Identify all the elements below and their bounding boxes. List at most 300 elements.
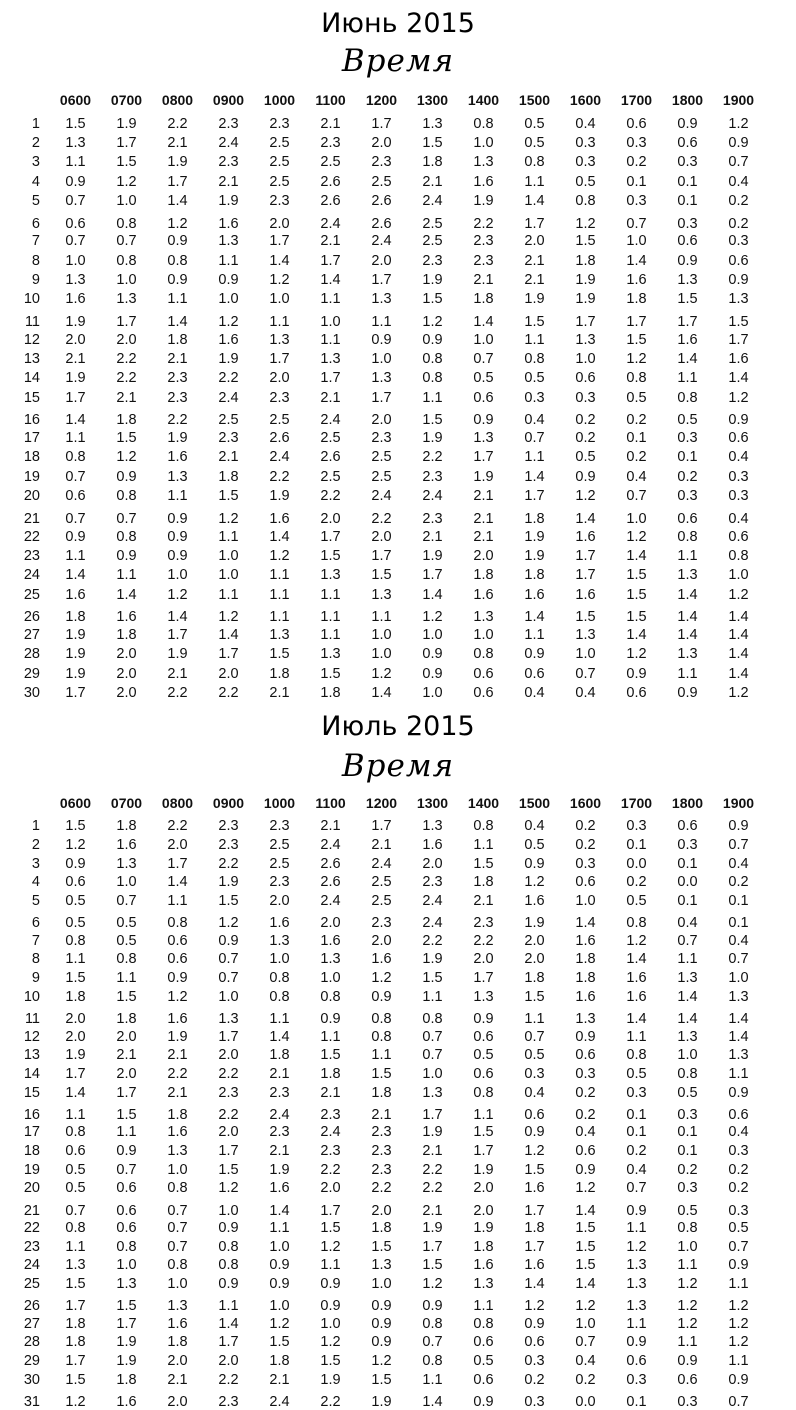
tide-value: 1.4 xyxy=(269,528,290,545)
tide-value: 0.5 xyxy=(473,1353,494,1370)
tide-value: 0.4 xyxy=(524,412,545,429)
tide-value: 2.0 xyxy=(116,646,137,663)
tide-value: 2.2 xyxy=(218,370,239,387)
tide-value: 1.1 xyxy=(218,1298,239,1315)
table-row xyxy=(0,388,764,407)
tide-value: 0.5 xyxy=(575,173,596,190)
day-column-header xyxy=(0,86,50,114)
tide-value: 2.1 xyxy=(218,173,239,190)
tide-value: 2.1 xyxy=(473,510,494,527)
tide-value: 1.2 xyxy=(524,1142,545,1159)
tide-value: 0.5 xyxy=(677,1202,698,1219)
tide-value: 0.3 xyxy=(524,1065,545,1082)
tide-value: 2.3 xyxy=(371,1142,392,1159)
tide-value: 1.3 xyxy=(218,1011,239,1028)
tide-value: 2.2 xyxy=(269,468,290,485)
tide-value: 1.2 xyxy=(626,528,647,545)
tide-value: 2.0 xyxy=(473,1180,494,1197)
tide-value: 2.4 xyxy=(371,855,392,872)
hour-header: 0800 xyxy=(161,92,194,108)
tide-value: 1.1 xyxy=(320,331,341,348)
tide-value: 1.4 xyxy=(269,1202,290,1219)
tide-value: 1.9 xyxy=(65,665,86,682)
hour-header: 1200 xyxy=(365,92,398,108)
hour-header: 1300 xyxy=(416,795,449,811)
tide-value: 0.9 xyxy=(524,855,545,872)
tide-value: 0.3 xyxy=(626,1084,647,1101)
tide-value: 1.1 xyxy=(473,1106,494,1123)
tide-value: 2.1 xyxy=(524,252,545,269)
tide-value: 1.5 xyxy=(320,1353,341,1370)
tide-value: 2.1 xyxy=(473,488,494,505)
tide-value: 0.6 xyxy=(473,1371,494,1388)
tide-value: 1.5 xyxy=(575,609,596,626)
table-row xyxy=(0,232,764,251)
tide-value: 1.3 xyxy=(65,272,86,289)
tide-value: 0.6 xyxy=(728,430,749,447)
tide-value: 0.9 xyxy=(575,1161,596,1178)
tide-value: 2.4 xyxy=(218,135,239,152)
tide-value: 1.3 xyxy=(422,1084,443,1101)
table-row xyxy=(0,910,764,931)
tide-value: 2.0 xyxy=(116,1065,137,1082)
tide-value: 1.4 xyxy=(728,1028,749,1045)
tide-value: 0.7 xyxy=(728,837,749,854)
tide-value: 0.7 xyxy=(728,1394,749,1410)
tide-value: 0.7 xyxy=(728,951,749,968)
tide-value: 1.3 xyxy=(371,1257,392,1274)
tide-value: 1.8 xyxy=(65,1334,86,1351)
tide-value: 0.4 xyxy=(728,1124,749,1141)
tide-value: 1.3 xyxy=(320,351,341,368)
tide-value: 2.5 xyxy=(371,449,392,466)
tide-value: 1.4 xyxy=(524,1276,545,1293)
tide-value: 0.9 xyxy=(167,272,188,289)
tide-value: 0.1 xyxy=(728,915,749,932)
tide-value: 0.2 xyxy=(677,1161,698,1178)
tide-value: 2.1 xyxy=(167,1084,188,1101)
tide-value: 1.3 xyxy=(167,468,188,485)
day-number: 14 xyxy=(23,370,40,387)
day-number: 13 xyxy=(23,351,40,368)
tide-value: 1.5 xyxy=(320,547,341,564)
tide-value: 0.8 xyxy=(473,1315,494,1332)
tide-value: 1.6 xyxy=(422,837,443,854)
tide-value: 1.5 xyxy=(422,135,443,152)
tide-value: 1.3 xyxy=(575,331,596,348)
hour-header: 1100 xyxy=(315,92,346,108)
tide-value: 0.5 xyxy=(626,893,647,910)
tide-value: 0.1 xyxy=(626,1124,647,1141)
tide-value: 2.5 xyxy=(371,893,392,910)
tide-value: 2.0 xyxy=(116,665,137,682)
tide-value: 2.1 xyxy=(116,389,137,406)
tide-value: 1.3 xyxy=(116,855,137,872)
tide-value: 1.9 xyxy=(422,547,443,564)
tide-value: 2.1 xyxy=(371,1106,392,1123)
tide-value: 1.5 xyxy=(116,430,137,447)
tide-value: 1.3 xyxy=(677,272,698,289)
tide-value: 1.3 xyxy=(371,370,392,387)
tide-value: 1.1 xyxy=(116,1124,137,1141)
table-row xyxy=(0,1389,764,1410)
tide-value: 1.2 xyxy=(728,1315,749,1332)
day-number: 17 xyxy=(23,430,40,447)
tide-value: 1.9 xyxy=(269,488,290,505)
day-number: 28 xyxy=(23,1334,40,1351)
tide-value: 1.0 xyxy=(422,684,443,701)
tide-value: 1.7 xyxy=(218,1028,239,1045)
tide-value: 1.8 xyxy=(371,1220,392,1237)
tide-value: 2.0 xyxy=(65,1011,86,1028)
tide-value: 1.0 xyxy=(218,291,239,308)
tide-value: 1.0 xyxy=(116,1257,137,1274)
tide-value: 2.1 xyxy=(218,449,239,466)
tide-value: 1.2 xyxy=(116,449,137,466)
tide-value: 1.5 xyxy=(422,1257,443,1274)
tide-value: 2.0 xyxy=(65,331,86,348)
tide-value: 0.4 xyxy=(728,932,749,949)
day-number: 15 xyxy=(23,389,40,406)
tide-value: 1.9 xyxy=(65,646,86,663)
tide-value: 1.8 xyxy=(320,1065,341,1082)
tide-value: 1.1 xyxy=(677,665,698,682)
tide-value: 1.4 xyxy=(575,1276,596,1293)
tide-value: 0.3 xyxy=(524,389,545,406)
tide-value: 2.1 xyxy=(320,1084,341,1101)
tide-value: 0.9 xyxy=(728,1084,749,1101)
tide-value: 0.8 xyxy=(677,1220,698,1237)
tide-value: 0.7 xyxy=(65,510,86,527)
tide-value: 0.7 xyxy=(167,1238,188,1255)
tide-value: 1.1 xyxy=(677,547,698,564)
tide-value: 1.0 xyxy=(320,314,341,331)
tide-value: 0.8 xyxy=(728,547,749,564)
tide-value: 1.7 xyxy=(65,1298,86,1315)
tide-value: 1.1 xyxy=(524,173,545,190)
day-number: 23 xyxy=(23,547,40,564)
tide-value: 1.2 xyxy=(218,314,239,331)
tide-value: 0.8 xyxy=(473,115,494,132)
tide-value: 0.9 xyxy=(371,1298,392,1315)
tide-value: 1.7 xyxy=(371,818,392,835)
tide-value: 1.4 xyxy=(728,626,749,643)
tide-value: 1.5 xyxy=(320,1220,341,1237)
tide-value: 2.0 xyxy=(371,135,392,152)
tide-value: 0.6 xyxy=(65,1142,86,1159)
tide-value: 1.6 xyxy=(167,1011,188,1028)
tide-value: 2.5 xyxy=(269,837,290,854)
tide-value: 1.0 xyxy=(422,1065,443,1082)
tide-value: 2.0 xyxy=(167,837,188,854)
tide-value: 0.0 xyxy=(677,874,698,891)
tide-value: 1.4 xyxy=(677,1011,698,1028)
tide-value: 2.1 xyxy=(269,684,290,701)
tide-value: 2.2 xyxy=(218,1371,239,1388)
tide-value: 0.8 xyxy=(116,528,137,545)
tide-value: 1.6 xyxy=(371,951,392,968)
tide-value: 1.9 xyxy=(320,1371,341,1388)
table-row xyxy=(0,1314,764,1333)
tide-value: 2.3 xyxy=(422,510,443,527)
tide-value: 1.4 xyxy=(677,626,698,643)
tide-value: 2.3 xyxy=(218,1084,239,1101)
tide-value: 2.5 xyxy=(269,154,290,171)
tide-value: 1.0 xyxy=(269,291,290,308)
tide-value: 2.1 xyxy=(167,1047,188,1064)
tide-value: 0.4 xyxy=(728,173,749,190)
tide-value: 0.6 xyxy=(677,510,698,527)
tide-value: 0.9 xyxy=(728,412,749,429)
tide-value: 2.4 xyxy=(422,893,443,910)
tide-value: 0.4 xyxy=(728,449,749,466)
tide-value: 0.1 xyxy=(626,837,647,854)
day-number: 20 xyxy=(23,1180,40,1197)
table-row xyxy=(0,1198,764,1219)
tide-value: 1.1 xyxy=(677,1257,698,1274)
day-number: 22 xyxy=(23,528,40,545)
tide-value: 1.6 xyxy=(473,586,494,603)
tide-value: 1.4 xyxy=(626,951,647,968)
tide-value: 0.3 xyxy=(728,468,749,485)
table-row xyxy=(0,467,764,486)
tide-value: 1.1 xyxy=(269,1220,290,1237)
tide-value: 2.5 xyxy=(371,468,392,485)
tide-value: 1.1 xyxy=(422,1371,443,1388)
day-number: 8 xyxy=(31,252,40,269)
tide-value: 0.9 xyxy=(65,855,86,872)
tide-value: 1.2 xyxy=(269,547,290,564)
tide-value: 0.8 xyxy=(626,1047,647,1064)
tide-value: 1.6 xyxy=(575,932,596,949)
tide-value: 0.6 xyxy=(473,389,494,406)
tide-value: 0.6 xyxy=(626,684,647,701)
tide-value: 0.5 xyxy=(524,135,545,152)
tide-value: 1.2 xyxy=(167,215,188,232)
tide-value: 0.8 xyxy=(371,1028,392,1045)
tide-value: 0.3 xyxy=(728,488,749,505)
tide-value: 2.1 xyxy=(524,272,545,289)
tide-value: 0.6 xyxy=(65,874,86,891)
day-number: 7 xyxy=(31,932,40,949)
tide-value: 0.8 xyxy=(677,389,698,406)
day-number: 22 xyxy=(23,1220,40,1237)
tide-value: 2.1 xyxy=(422,1202,443,1219)
tide-value: 1.6 xyxy=(473,1257,494,1274)
tide-value: 2.1 xyxy=(473,893,494,910)
tide-value: 1.6 xyxy=(65,291,86,308)
tide-value: 0.4 xyxy=(677,915,698,932)
tide-value: 1.6 xyxy=(677,331,698,348)
tide-value: 1.5 xyxy=(218,893,239,910)
tide-value: 1.5 xyxy=(524,314,545,331)
tide-value: 2.0 xyxy=(116,1028,137,1045)
tide-value: 2.3 xyxy=(218,430,239,447)
tide-value: 1.8 xyxy=(524,1220,545,1237)
tide-value: 2.6 xyxy=(371,215,392,232)
tide-value: 0.8 xyxy=(167,252,188,269)
tide-value: 1.3 xyxy=(320,951,341,968)
tide-value: 1.4 xyxy=(728,665,749,682)
tide-value: 0.2 xyxy=(728,1161,749,1178)
tide-value: 1.3 xyxy=(626,1276,647,1293)
tide-value: 2.5 xyxy=(320,468,341,485)
tide-value: 0.7 xyxy=(116,233,137,250)
tide-value: 1.5 xyxy=(65,1371,86,1388)
tide-value: 1.1 xyxy=(167,291,188,308)
tide-value: 1.2 xyxy=(371,970,392,987)
tide-value: 0.7 xyxy=(116,510,137,527)
tide-value: 2.0 xyxy=(218,1047,239,1064)
tide-value: 1.1 xyxy=(728,1353,749,1370)
tide-value: 0.2 xyxy=(626,154,647,171)
table-row xyxy=(0,1027,764,1046)
tide-value: 1.8 xyxy=(65,609,86,626)
day-number: 5 xyxy=(31,893,40,910)
tide-value: 2.1 xyxy=(167,665,188,682)
tide-value: 2.3 xyxy=(167,389,188,406)
tide-value: 1.3 xyxy=(371,291,392,308)
tide-value: 1.6 xyxy=(269,510,290,527)
hour-header: 1800 xyxy=(671,795,704,811)
day-number: 18 xyxy=(23,449,40,466)
day-number: 21 xyxy=(23,510,40,527)
tide-value: 1.7 xyxy=(575,567,596,584)
tide-value: 0.2 xyxy=(728,1180,749,1197)
tide-value: 2.6 xyxy=(371,193,392,210)
table-row xyxy=(0,133,764,152)
tide-value: 0.2 xyxy=(575,430,596,447)
tide-value: 0.9 xyxy=(218,272,239,289)
tide-value: 0.9 xyxy=(422,646,443,663)
tide-value: 0.0 xyxy=(575,1394,596,1410)
tide-value: 2.5 xyxy=(371,874,392,891)
tide-value: 1.8 xyxy=(626,291,647,308)
table-row xyxy=(0,645,764,664)
tide-value: 2.3 xyxy=(371,915,392,932)
tide-value: 2.5 xyxy=(371,173,392,190)
tide-value: 1.7 xyxy=(677,314,698,331)
tide-value: 0.9 xyxy=(473,1011,494,1028)
tide-value: 2.5 xyxy=(269,855,290,872)
tide-value: 1.0 xyxy=(218,1202,239,1219)
tide-value: 0.3 xyxy=(626,135,647,152)
tide-value: 0.3 xyxy=(626,1371,647,1388)
tide-value: 1.4 xyxy=(65,567,86,584)
tide-value: 0.8 xyxy=(65,1220,86,1237)
table-row xyxy=(0,369,764,388)
tide-value: 0.9 xyxy=(269,1257,290,1274)
tide-value: 1.2 xyxy=(269,272,290,289)
tide-value: 1.0 xyxy=(575,893,596,910)
tide-value: 0.9 xyxy=(218,1276,239,1293)
tide-value: 1.7 xyxy=(473,449,494,466)
tide-value: 1.5 xyxy=(473,855,494,872)
day-number: 12 xyxy=(23,1028,40,1045)
tide-value: 1.1 xyxy=(269,567,290,584)
tide-value: 1.2 xyxy=(626,932,647,949)
table-row xyxy=(0,309,764,330)
tide-value: 1.5 xyxy=(626,331,647,348)
tide-value: 1.7 xyxy=(422,567,443,584)
tide-value: 1.0 xyxy=(473,331,494,348)
tide-value: 0.8 xyxy=(422,1315,443,1332)
tide-value: 1.8 xyxy=(575,252,596,269)
tide-value: 0.6 xyxy=(167,932,188,949)
tide-value: 1.1 xyxy=(320,609,341,626)
tide-value: 0.8 xyxy=(422,1011,443,1028)
tide-value: 1.6 xyxy=(728,351,749,368)
tide-value: 2.0 xyxy=(167,1353,188,1370)
tide-value: 0.9 xyxy=(728,135,749,152)
tide-value: 1.8 xyxy=(422,154,443,171)
tide-value: 1.1 xyxy=(269,1011,290,1028)
tide-value: 1.1 xyxy=(524,626,545,643)
tide-value: 1.3 xyxy=(422,115,443,132)
tide-value: 2.2 xyxy=(422,1161,443,1178)
tide-value: 1.6 xyxy=(473,173,494,190)
tide-value: 2.0 xyxy=(320,510,341,527)
tide-value: 1.7 xyxy=(65,684,86,701)
tide-value: 2.2 xyxy=(116,370,137,387)
tide-value: 1.7 xyxy=(371,547,392,564)
tide-value: 0.9 xyxy=(422,665,443,682)
tide-value: 1.2 xyxy=(167,586,188,603)
tide-value: 1.1 xyxy=(473,837,494,854)
table-row xyxy=(0,625,764,644)
tide-value: 2.5 xyxy=(269,173,290,190)
tide-value: 1.4 xyxy=(728,1011,749,1028)
tide-value: 1.6 xyxy=(116,837,137,854)
hour-header: 1700 xyxy=(620,92,653,108)
tide-value: 2.1 xyxy=(320,818,341,835)
tide-value: 2.4 xyxy=(422,915,443,932)
table-row xyxy=(0,1065,764,1084)
tide-value: 1.9 xyxy=(524,528,545,545)
tide-value: 1.1 xyxy=(320,1028,341,1045)
tide-value: 0.3 xyxy=(575,855,596,872)
tide-value: 1.2 xyxy=(575,488,596,505)
tide-value: 1.4 xyxy=(116,586,137,603)
tide-value: 2.0 xyxy=(473,547,494,564)
tide-value: 1.9 xyxy=(575,272,596,289)
tide-value: 2.3 xyxy=(218,837,239,854)
hour-header: 1900 xyxy=(722,92,755,108)
tide-value: 1.2 xyxy=(524,1298,545,1315)
tide-value: 1.6 xyxy=(626,970,647,987)
tide-value: 1.5 xyxy=(422,970,443,987)
table-row xyxy=(0,1352,764,1371)
tide-value: 2.4 xyxy=(371,233,392,250)
tide-value: 0.7 xyxy=(65,1202,86,1219)
tide-value: 0.3 xyxy=(677,488,698,505)
tide-value: 2.3 xyxy=(269,193,290,210)
day-number: 2 xyxy=(31,837,40,854)
tide-value: 0.7 xyxy=(116,893,137,910)
tide-value: 1.0 xyxy=(575,351,596,368)
tide-value: 1.5 xyxy=(116,988,137,1005)
tide-value: 1.2 xyxy=(728,1334,749,1351)
tide-value: 0.2 xyxy=(575,818,596,835)
tide-value: 1.5 xyxy=(65,970,86,987)
hour-header: 1500 xyxy=(518,795,551,811)
tide-value: 1.4 xyxy=(575,915,596,932)
tide-value: 1.3 xyxy=(473,609,494,626)
tide-value: 1.8 xyxy=(524,510,545,527)
tide-value: 2.4 xyxy=(320,893,341,910)
day-number: 6 xyxy=(31,215,40,232)
tide-value: 1.9 xyxy=(524,547,545,564)
